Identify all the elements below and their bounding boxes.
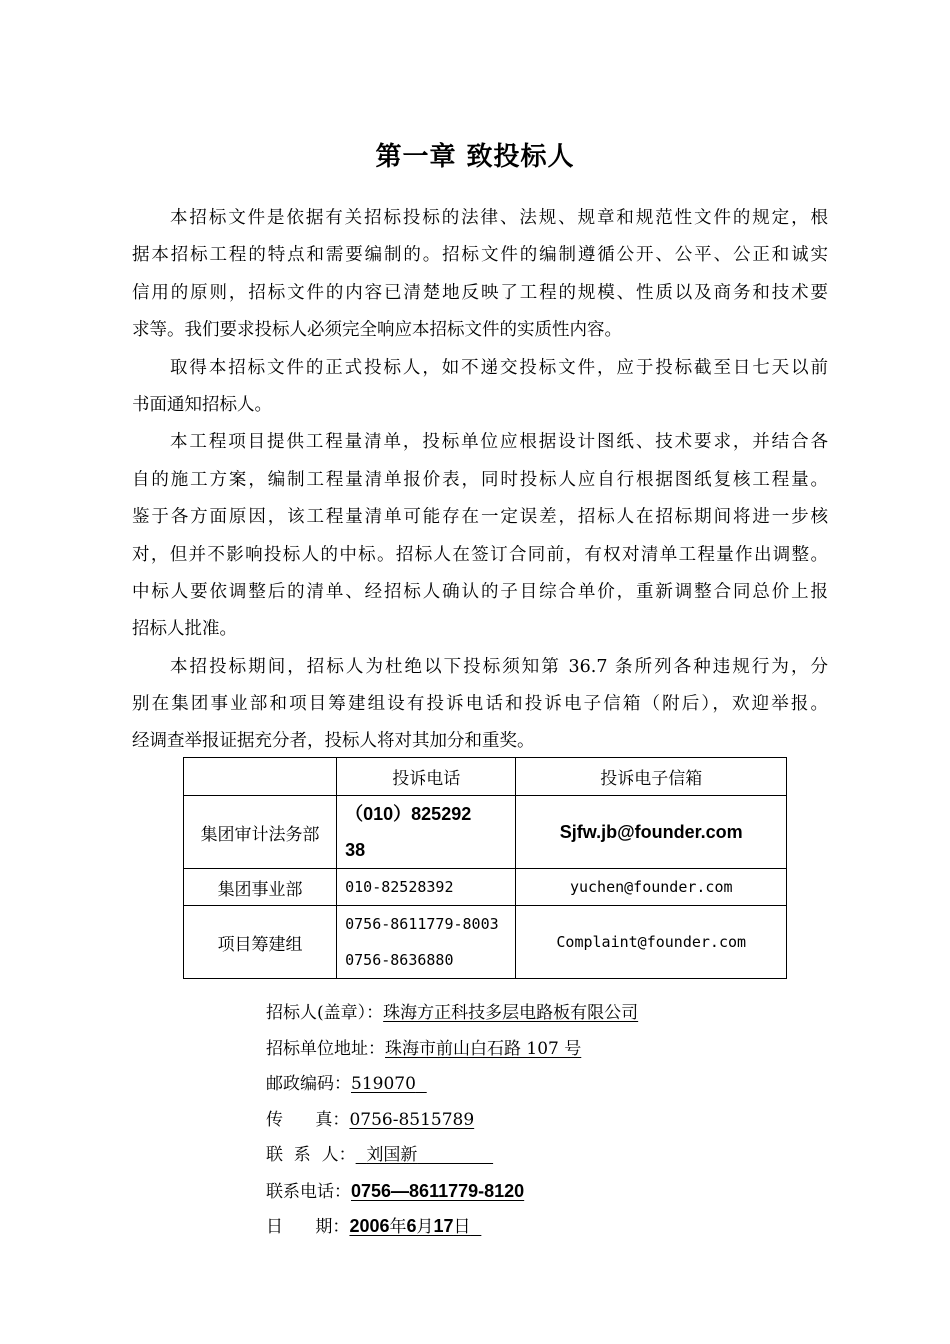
table-row: [184, 906, 787, 979]
fax-value: 0756-8515789: [349, 1109, 475, 1130]
phone-cell: [337, 906, 516, 979]
table-header-email: 投诉电子信箱: [516, 758, 787, 796]
contact-value: 刘国新: [366, 1145, 418, 1165]
address-label: 招标单位地址：: [266, 1038, 385, 1059]
table-row: [184, 796, 787, 869]
tenderer-label: 招标人(盖章）：: [266, 1003, 384, 1023]
email-cell: yuchen@founder.com: [516, 869, 787, 906]
body-paragraphs: [132, 200, 828, 761]
date-month: 6: [406, 1216, 417, 1236]
date-year: 2006: [349, 1216, 390, 1236]
date-day-unit: 日: [453, 1217, 471, 1237]
phone-cell: [337, 796, 516, 869]
paragraph-line: 别在集团事业部和项目筹建组设有投诉电话和投诉电子信箱（附后），欢迎举报。: [132, 694, 828, 715]
dept-cell: 项目筹建组: [184, 906, 337, 979]
contact-row: [266, 1138, 638, 1174]
date-month-unit: 月: [416, 1217, 434, 1237]
postcode-label: 邮政编码：: [266, 1074, 351, 1094]
table-header-phone: 投诉电话: [337, 758, 516, 796]
fax-row: [266, 1103, 638, 1139]
dept-cell: 集团事业部: [184, 869, 337, 906]
paragraph-line: 对，但并不影响投标人的中标。招标人在签订合同前，有权对清单工程量作出调整。: [132, 544, 828, 565]
phone-line: 0756-8611779-8003: [345, 915, 499, 933]
paragraph-line: 中标人要依调整后的清单、经招标人确认的子目综合单价，重新调整合同总价上报: [132, 581, 828, 602]
paragraph-line: 据本招标工程的特点和需要编制的。招标文件的编制遵循公开、公平、公正和诚实: [132, 245, 828, 266]
tenderer-row: [266, 996, 638, 1032]
paragraph-line: 本招标文件是依据有关招标投标的法律、法规、规章和规范性文件的规定，根: [170, 208, 828, 228]
phone-line: 0756-8636880: [345, 951, 454, 969]
table-header-row: [184, 758, 787, 796]
paragraph-line: 自的施工方案，编制工程量清单报价表，同时投标人应自行根据图纸复核工程量。: [132, 469, 828, 490]
date-year-unit: 年: [389, 1217, 407, 1237]
date-label: 日 期：: [266, 1217, 350, 1237]
phone-row: [266, 1174, 638, 1210]
page-title: 第一章 致投标人: [375, 142, 575, 172]
dept-cell: 集团审计法务部: [184, 796, 337, 869]
paragraph-line: 信用的原则，招标文件的内容已清楚地反映了工程的规模、性质以及商务和技术要: [132, 282, 828, 303]
paragraph-line: 取得本招标文件的正式投标人，如不递交投标文件，应于投标截至日七天以前: [170, 357, 828, 378]
paragraph-line: 经调查举报证据充分者，投标人将对其加分和重奖。: [132, 731, 535, 752]
paragraph-line: 招标人批准。: [132, 619, 237, 640]
paragraph-line: 求等。我们要求投标人必须完全响应本招标文件的实质性内容。: [132, 320, 622, 341]
email-cell: Sjfw.jb@founder.com: [516, 796, 787, 869]
tenderer-info: [266, 996, 638, 1245]
phone-line: （010）825292: [345, 804, 472, 824]
complaint-contact-table: [183, 757, 787, 979]
postcode-row: [266, 1067, 638, 1103]
email-cell: Complaint@founder.com: [516, 906, 787, 979]
phone-value: 0756—8611779-8120: [351, 1180, 525, 1201]
phone-line: 38: [345, 840, 366, 860]
phone-cell: 010-82528392: [337, 869, 516, 906]
date-row: [266, 1209, 638, 1245]
paragraph-line: 鉴于各方面原因，该工程量清单可能存在一定误差，招标人在招标期间将进一步核: [132, 507, 828, 528]
table-row: [184, 869, 787, 906]
paragraph-line: 本招投标期间，招标人为杜绝以下投标须知第 36.7 条所列各种违规行为，分: [170, 656, 828, 677]
tenderer-value: 珠海方正科技多层电路板有限公司: [383, 1003, 639, 1023]
fax-label: 传 真：: [266, 1109, 350, 1130]
contact-label: 联 系 人：: [266, 1145, 356, 1165]
paragraph-line: 书面通知招标人。: [132, 394, 272, 415]
phone-label: 联系电话：: [266, 1181, 351, 1202]
address-row: [266, 1032, 638, 1068]
paragraph-line: 本工程项目提供工程量清单，投标单位应根据设计图纸、技术要求，并结合各: [170, 432, 828, 453]
table-header-empty: [184, 758, 337, 796]
postcode-value: 519070: [351, 1074, 416, 1094]
address-value: 珠海市前山白石路 107 号: [385, 1038, 582, 1059]
date-day: 17: [433, 1216, 454, 1236]
